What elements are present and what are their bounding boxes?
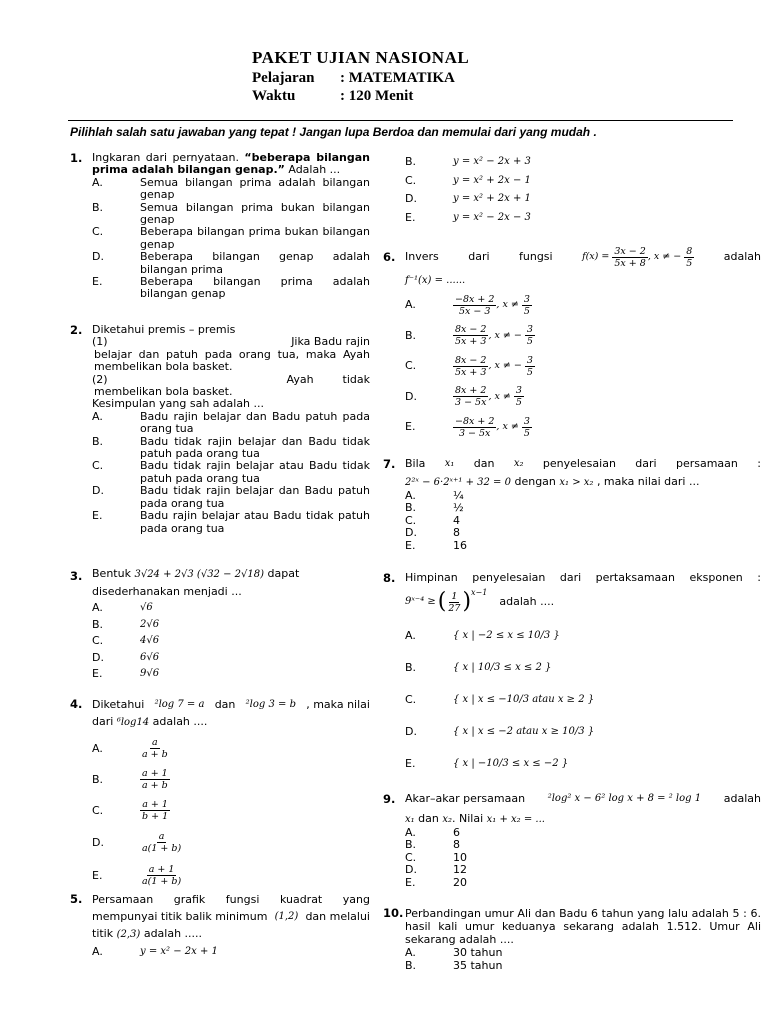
option-text: 12 [453, 863, 467, 877]
option-c[interactable] [405, 172, 761, 191]
option-text: 20 [453, 875, 467, 889]
fraction-denominator: a(1 + b) [142, 843, 182, 854]
option-text: 8 [453, 838, 460, 852]
stem-text: Himpinan penyelesaian dari pertaksamaan eksponen : [405, 571, 761, 584]
option-text: Beberapa bilangan prima bukan bilangan genap [140, 225, 370, 251]
header-divider [68, 120, 733, 121]
question-stem [405, 242, 761, 272]
fraction-denominator: 5 [526, 336, 533, 348]
question-5 [70, 891, 370, 960]
variable: x₂ [442, 814, 453, 825]
domain-condition: , x ≠ [496, 299, 519, 311]
question-stem-2 [92, 908, 370, 925]
conclusion-prompt: Kesimpulan yang sah adalah ... [92, 397, 265, 411]
question-number: 4. [70, 697, 83, 711]
variable: x₁ [444, 458, 455, 469]
domain-condition: , x ≠ [488, 390, 511, 402]
time-value: : 120 Menit [340, 88, 414, 104]
question-number: 8. [383, 571, 396, 585]
option-b[interactable] [92, 436, 370, 461]
subject-row [252, 69, 469, 87]
option-text: Badu tidak rajin belajar dan Badu patuh pada orang tua [140, 484, 370, 510]
question-stem-3 [92, 925, 370, 943]
option-letter: D. [405, 526, 417, 540]
option-d[interactable] [405, 716, 761, 748]
stem-text: dan [214, 698, 236, 711]
variable: x₂ [513, 458, 524, 469]
question-stem [92, 696, 370, 713]
option-letter: C. [92, 804, 104, 817]
option-a[interactable] [92, 733, 370, 764]
stem-text: dan [473, 457, 495, 470]
option-d[interactable] [405, 190, 761, 209]
option-d[interactable] [405, 527, 761, 539]
question-stem [405, 458, 761, 473]
option-e[interactable] [92, 276, 370, 301]
option-letter: D. [92, 250, 104, 264]
fraction-numerator: 8x − 2 [455, 354, 487, 366]
option-math: y = x² − 2x + 3 [453, 156, 531, 167]
option-text: 8 [453, 526, 460, 540]
inequality-lhs: 9ˣ⁻⁴ ≥ [405, 596, 436, 608]
fraction-numerator: a + 1 [142, 799, 168, 810]
question-7 [383, 458, 761, 552]
question-stem [405, 793, 761, 810]
stem-text: persamaan [675, 457, 738, 470]
option-text: ½ [453, 501, 464, 515]
option-c[interactable] [92, 795, 370, 826]
log-expression: ²log 7 = a [154, 699, 205, 710]
fraction-denominator: b + 1 [142, 811, 169, 822]
question-1 [70, 152, 370, 301]
option-text: Semua bilangan prima bukan bilangan genap [140, 200, 370, 227]
fraction-denominator: 5 [526, 366, 533, 378]
option-text: Badu rajin belajar atau Badu tidak patuh pada orang tua [140, 509, 370, 535]
option-math: y = x² − 2x + 1 [140, 946, 218, 957]
fraction-numerator: 8x − 2 [455, 324, 487, 336]
stem-text: Persamaan grafik fungsi kuadrat yang [92, 893, 370, 906]
option-b[interactable] [92, 617, 370, 634]
option-text: 4 [453, 513, 460, 527]
option-c[interactable] [405, 351, 761, 382]
stem-text: disederhanakan menjadi ... [92, 584, 242, 598]
variable: x₁ [405, 814, 415, 825]
stem-text: adalah [723, 792, 761, 805]
option-fraction [140, 799, 170, 822]
option-set: { x | −10/3 ≤ x ≤ −2 } [453, 758, 569, 770]
fraction-denominator: a + b [142, 780, 168, 791]
stem-text: . Nilai [452, 812, 484, 825]
stem-text: Bila [405, 457, 426, 470]
inequality [405, 584, 761, 620]
option-c[interactable] [405, 684, 761, 716]
option-d[interactable] [92, 826, 370, 859]
option-fraction [140, 737, 170, 760]
option-text: 35 tahun [453, 959, 503, 972]
fraction-numerator: −8x + 2 [455, 293, 495, 305]
exponent: x−1 [471, 588, 488, 598]
fraction-denominator: 5 [515, 397, 522, 409]
stem-text: Adalah ... [284, 163, 341, 177]
question-number: 10. [383, 906, 404, 920]
option-text: ¼ [453, 489, 464, 502]
stem-text: adalah .... [499, 595, 555, 609]
stem-text: Akar–akar persamaan [405, 792, 526, 805]
option-a[interactable] [405, 946, 761, 959]
premise-1-line [92, 336, 370, 348]
fraction-numerator: a + 1 [148, 864, 175, 875]
option-text: Semua bilangan prima adalah bilangan genap [140, 175, 370, 202]
option-math: 4√6 [140, 635, 160, 646]
option-letter: A. [405, 298, 416, 312]
function-lhs: f(x) = [582, 250, 610, 262]
fraction-denominator: 5x + 3 [455, 336, 487, 348]
fraction-numerator: a + 1 [142, 768, 168, 779]
question-number: 9. [383, 792, 396, 806]
option-letter: D. [405, 192, 417, 205]
option-a[interactable] [92, 411, 370, 436]
function-definition [582, 246, 694, 269]
option-math: 9√6 [140, 668, 160, 679]
option-text: Badu tidak rajin belajar atau Badu tidak patuh pada orang tua [140, 459, 370, 485]
option-letter: C. [92, 459, 104, 473]
option-c[interactable] [92, 633, 370, 650]
log-expression: ²log 3 = b [245, 699, 296, 710]
stem-text: adalah ..... [143, 927, 203, 940]
option-a[interactable] [92, 600, 370, 617]
domain-condition: , x ≠ − [488, 360, 522, 372]
premise-2-text: membelikan bola basket. [94, 385, 233, 399]
option-letter: C. [405, 513, 417, 527]
stem-text: dari [635, 457, 657, 470]
premise-text: Ayah [286, 372, 314, 386]
option-letter: A. [92, 742, 103, 755]
option-letter: E. [92, 509, 103, 523]
option-fraction [140, 831, 183, 854]
option-e[interactable] [92, 510, 370, 535]
fraction-numerator: 3 [526, 324, 533, 336]
option-letter: B. [92, 200, 104, 214]
option-letter: B. [92, 434, 104, 448]
option-d[interactable] [405, 864, 761, 876]
fraction-numerator: a [152, 737, 158, 748]
domain-condition: , x ≠ − [488, 329, 522, 341]
option-letter: A. [405, 629, 416, 643]
subject-key: Pelajaran [252, 70, 315, 86]
fraction-numerator: 3x − 2 [614, 245, 646, 257]
radical-expression: 3√24 + 2√3 (√32 − 2√18) [134, 569, 265, 580]
option-set: { x | x ≤ −2 atau x ≥ 10/3 } [453, 726, 595, 738]
fraction-denominator: 3 − 5x [458, 427, 491, 439]
inverse-notation: f⁻¹(x) = ...... [405, 275, 466, 286]
left-paren-glyph: ( [437, 589, 447, 615]
question-4 [70, 696, 370, 892]
option-b[interactable] [405, 153, 761, 172]
question-number: 2. [70, 323, 83, 337]
stem-text: : [757, 457, 761, 470]
option-math: 2√6 [140, 618, 160, 630]
option-set: { x | −2 ≤ x ≤ 10/3 } [453, 630, 560, 642]
stem-text: mempunyai titik balik minimum [92, 910, 268, 923]
fraction-denominator: 27 [448, 602, 461, 614]
option-letter: D. [405, 389, 417, 403]
option-letter: A. [405, 826, 416, 839]
fraction-numerator: 3 [523, 415, 530, 427]
fraction-denominator: 5x − 3 [458, 305, 491, 317]
stem-text: penyelesaian [542, 457, 616, 470]
option-letter: D. [92, 484, 104, 498]
option-b[interactable] [405, 652, 761, 684]
option-math: y = x² + 2x + 1 [453, 193, 531, 204]
question-number: 7. [383, 457, 396, 471]
point-coordinate: (1,2) [274, 911, 299, 922]
premise-label: (1) [92, 335, 108, 349]
option-text: Badu rajin belajar dan Badu patuh pada orang tua [140, 409, 370, 436]
option-b[interactable] [92, 764, 370, 795]
instruction-text: Pilihlah salah satu jawaban yang tepat ! Jangan lupa Berdoa dan memulai dari yang mudah . [70, 125, 597, 139]
stem-text: Bentuk [92, 567, 131, 580]
option-math: y = x² + 2x − 1 [453, 174, 531, 186]
fraction-numerator: 1 [451, 590, 458, 602]
fraction-denominator: 5x + 8 [614, 257, 646, 269]
option-letter: E. [92, 667, 103, 680]
question-number: 6. [383, 250, 396, 264]
option-b[interactable] [405, 839, 761, 851]
stem-text: Ingkaran dari pernyataan. [92, 151, 245, 164]
option-letter: B. [92, 773, 104, 786]
point-coordinate: (2,3) [116, 929, 141, 940]
question-stem-2 [405, 810, 761, 827]
option-e[interactable] [92, 666, 370, 683]
option-e[interactable] [405, 412, 761, 443]
fraction-denominator: 3 − 5x [455, 397, 487, 409]
option-letter: B. [92, 617, 104, 631]
option-letter: C. [405, 359, 417, 373]
question-2 [70, 324, 370, 535]
stem-text: titik [92, 927, 114, 940]
stem-text: dari [92, 715, 114, 728]
fraction-denominator: 5 [686, 257, 693, 269]
option-text: 16 [453, 538, 467, 552]
option-letter: A. [92, 175, 103, 189]
fraction-denominator: a + b [142, 749, 168, 760]
option-d[interactable] [92, 650, 370, 667]
option-b[interactable] [405, 959, 761, 972]
option-b[interactable] [405, 502, 761, 514]
question-stem [92, 152, 370, 177]
option-letter: B. [405, 501, 417, 515]
option-fraction [140, 768, 170, 791]
option-c[interactable] [92, 460, 370, 485]
option-e[interactable] [405, 748, 761, 780]
time-row [252, 87, 469, 105]
question-number: 1. [70, 151, 83, 165]
fraction-numerator: 3 [526, 354, 533, 366]
option-text: 30 tahun [453, 946, 503, 959]
question-number: 3. [70, 569, 83, 583]
fraction-numerator: 8 [686, 245, 693, 257]
stem-text: dari [468, 249, 490, 263]
stem-text: , maka nilai [306, 698, 370, 711]
option-letter: E. [92, 869, 103, 882]
option-text: Beberapa bilangan prima adalah bilangan genap [140, 275, 370, 301]
question-stem: Diketahui premis – premis [92, 323, 236, 336]
option-letter: C. [405, 173, 417, 187]
stem-text: dan [418, 812, 439, 825]
sum-expression: x₁ + x₂ = ... [486, 814, 545, 825]
option-d[interactable] [92, 251, 370, 276]
option-text: 6 [453, 826, 460, 839]
fraction-numerator: 3 [523, 293, 530, 305]
option-b[interactable] [92, 202, 370, 227]
option-letter: B. [405, 661, 417, 675]
option-letter: A. [405, 946, 416, 959]
option-letter: A. [405, 489, 416, 502]
subject-value: : MATEMATIKA [340, 70, 455, 86]
exam-title: PAKET UJIAN NASIONAL [252, 48, 470, 67]
right-paren-glyph: ) [462, 589, 472, 615]
option-letter: E. [405, 420, 416, 434]
fraction-denominator: 5x + 3 [455, 366, 487, 378]
log-equation: ²log² x − 6² log x + 8 = ² log 1 [547, 793, 702, 804]
option-text: Badu tidak rajin belajar dan Badu tidak patuh pada orang tua [140, 434, 370, 461]
option-a[interactable] [405, 290, 761, 321]
option-letter: E. [405, 538, 416, 552]
option-fraction [140, 864, 183, 887]
option-a[interactable] [92, 943, 370, 960]
option-letter: E. [405, 210, 416, 224]
option-letter: D. [92, 836, 104, 849]
exam-header [252, 48, 469, 105]
option-math: √6 [140, 602, 153, 613]
option-letter: C. [92, 634, 104, 647]
fraction-numerator: a [158, 831, 165, 842]
question-stem-2 [405, 473, 761, 490]
stem-text: Perbandingan umur Ali dan Badu 6 tahun yang lalu adalah 5 : 6. hasil kali umur keduanya sekarang adalah 1.512. Umur Ali sekarang adalah .... [405, 907, 761, 946]
option-b[interactable] [405, 321, 761, 352]
option-letter: D. [405, 725, 417, 739]
option-letter: C. [405, 850, 417, 864]
premise-text: tidak [342, 372, 370, 386]
stem-text: dapat [267, 567, 300, 580]
domain-condition: , x ≠ − [647, 250, 682, 262]
question-10 [383, 907, 761, 972]
fraction-denominator: 5 [523, 427, 530, 439]
option-e[interactable] [405, 540, 761, 552]
option-letter: D. [405, 863, 417, 877]
option-letter: C. [405, 693, 417, 707]
premise-1-text: belajar dan patuh pada orang tua, maka Ayah membelikan bola basket. [94, 347, 370, 374]
option-set: { x | 10/3 ≤ x ≤ 2 } [453, 662, 552, 674]
option-e[interactable] [405, 209, 761, 228]
option-letter: A. [92, 409, 103, 423]
question-number: 5. [70, 892, 83, 906]
log-expression: ⁶log14 [116, 717, 150, 728]
question-stem [92, 566, 370, 584]
premise-label: (2) [92, 372, 108, 386]
option-letter: A. [92, 945, 103, 958]
stem-text: dengan [514, 475, 556, 488]
stem-text: , maka nilai dari ... [596, 475, 700, 488]
fraction-denominator: a(1 + b) [142, 876, 182, 887]
question-stem-2 [92, 713, 370, 731]
option-math: y = x² − 2x − 3 [453, 211, 531, 223]
fraction-numerator: −8x + 2 [455, 415, 495, 427]
question-5-continued [383, 153, 761, 227]
option-letter: B. [405, 155, 417, 168]
option-letter: B. [405, 328, 417, 342]
exponential-equation: 2²ˣ − 6·2ˣ⁺¹ + 32 = 0 [405, 477, 511, 488]
stem-text: adalah .... [152, 715, 208, 728]
stem-text: Diketahui [92, 698, 145, 711]
question-9 [383, 793, 761, 889]
stem-statement: “beberapa bilangan prima adalah bilangan genap.” [92, 151, 370, 177]
option-d[interactable] [405, 382, 761, 413]
time-key: Waktu [252, 88, 296, 104]
stem-text: dan melalui [305, 910, 370, 923]
stem-text: adalah [723, 249, 761, 263]
option-e[interactable] [405, 877, 761, 889]
question-3 [70, 566, 370, 683]
option-letter: A. [92, 601, 103, 614]
condition: x₁ > x₂ [559, 477, 594, 488]
stem-text: Invers [405, 249, 439, 263]
option-e[interactable] [92, 859, 370, 892]
stem-text: fungsi [519, 249, 553, 263]
option-letter: E. [405, 757, 416, 771]
fraction-numerator: 8x + 2 [455, 385, 487, 397]
option-c[interactable] [92, 226, 370, 251]
question-8 [383, 572, 761, 780]
option-letter: E. [405, 875, 416, 889]
option-text: Beberapa bilangan genap adalah bilangan prima [140, 250, 370, 276]
premise-text: Jika Badu rajin [291, 335, 370, 349]
option-letter: E. [92, 275, 103, 289]
option-set: { x | x ≤ −10/3 atau x ≥ 2 } [453, 694, 595, 706]
fraction-denominator: 5 [523, 305, 530, 317]
domain-condition: , x ≠ [496, 421, 519, 433]
option-math: 6√6 [140, 651, 160, 663]
option-a[interactable] [92, 177, 370, 202]
option-text: 10 [453, 850, 467, 864]
question-6 [383, 242, 761, 443]
option-letter: B. [405, 959, 417, 972]
fraction-numerator: 3 [515, 385, 522, 397]
option-letter: D. [92, 650, 104, 664]
option-letter: B. [405, 838, 417, 852]
option-letter: C. [92, 225, 104, 239]
option-a[interactable] [405, 620, 761, 652]
option-d[interactable] [92, 485, 370, 510]
